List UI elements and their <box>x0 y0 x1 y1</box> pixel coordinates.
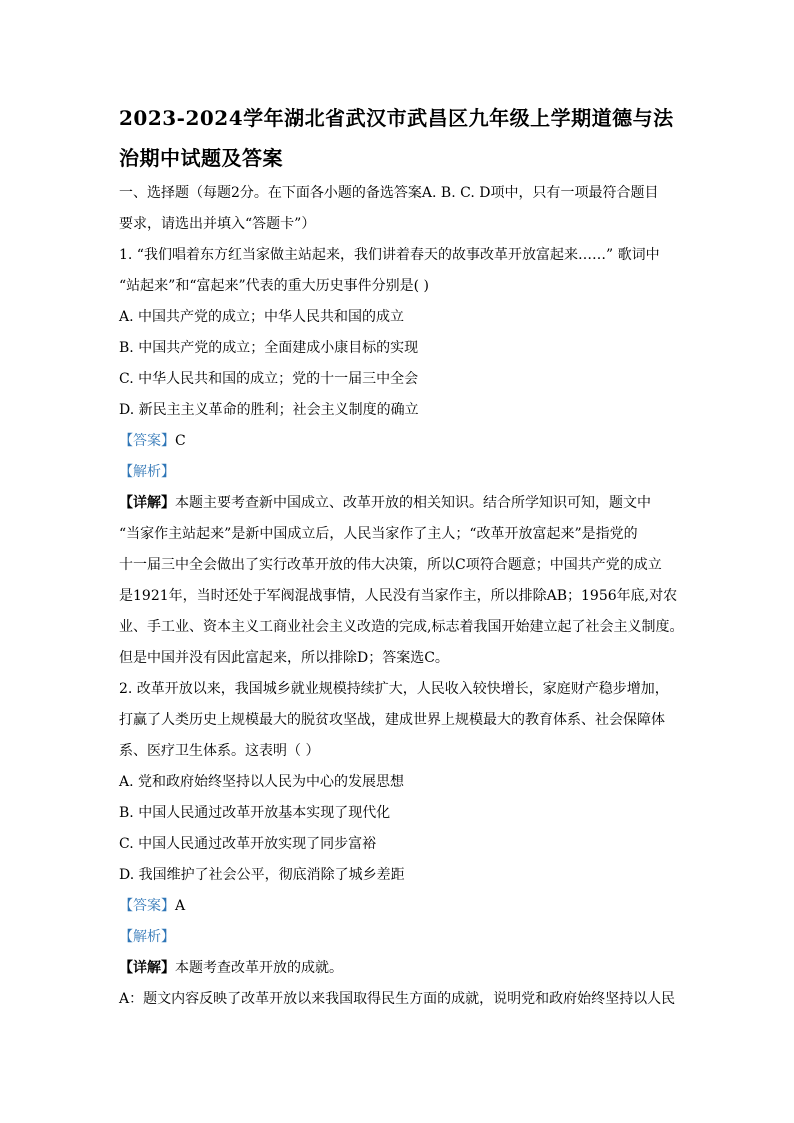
question-2-stem-line: 系、医疗卫生体系。这表明（ ） <box>119 743 320 759</box>
section-header <box>119 178 679 240</box>
question-2-answer <box>119 891 679 922</box>
question-2-option-b: B. 中国人民通过改革开放基本实现了现代化 <box>119 805 391 821</box>
document-content <box>119 98 684 1015</box>
question-2 <box>119 674 679 1015</box>
detail-line: 是1921年，当时还处于军阀混战事情，人民没有当家作主，所以排除AB；1956年底,对农 <box>119 588 678 604</box>
detail-line: “当家作主站起来”是新中国成立后，人民当家作了主人；“改革开放富起来”是指党的 <box>119 526 638 542</box>
detail-line: 但是中国并没有因此富起来，所以排除D；答案选C。 <box>119 650 449 666</box>
question-1 <box>119 240 684 674</box>
question-1-option-d: D. 新民主主义革命的胜利；社会主义制度的确立 <box>119 402 419 418</box>
answer-value: A <box>175 898 186 914</box>
question-1-analysis <box>119 457 679 488</box>
question-1-stem-line: “站起来”和“富起来”代表的重大历史事件分别是( ) <box>119 278 430 294</box>
question-2-stem-line: 2. 改革开放以来，我国城乡就业规模持续扩大，人民收入较快增长，家庭财产稳步增加， <box>119 681 669 697</box>
question-1-detail <box>119 488 684 674</box>
answer-value: C <box>175 433 186 449</box>
question-2-detail <box>119 953 679 1015</box>
question-1-answer <box>119 426 679 457</box>
question-1-stem <box>119 240 679 302</box>
question-2-option-d: D. 我国维护了社会公平，彻底消除了城乡差距 <box>119 867 405 883</box>
question-2-option-a: A. 党和政府始终坚持以人民为中心的发展思想 <box>119 774 405 790</box>
document-title <box>119 98 679 178</box>
title-line-2: 治期中试题及答案 <box>119 146 283 170</box>
question-2-analysis <box>119 922 679 953</box>
analysis-tag: 【解析】 <box>119 464 175 480</box>
answer-tag: 【答案】 <box>119 433 175 449</box>
section-header-line-2: 要求，请选出并填入“答题卡”） <box>119 216 316 232</box>
question-2-stem-line: 打赢了人类历史上规模最大的脱贫攻坚战，建成世界上规模最大的教育体系、社会保障体 <box>119 712 665 728</box>
detail-line: 业、手工业、资本主义工商业社会主义改造的完成,标志着我国开始建立起了社会主义制度。 <box>119 619 684 635</box>
detail-line: 十一届三中全会做出了实行改革开放的伟大决策，所以C项符合题意；中国共产党的成立 <box>119 557 662 573</box>
detail-line <box>119 488 679 519</box>
analysis-tag: 【解析】 <box>119 929 175 945</box>
section-header-line-1: 一、选择题（每题2分。在下面各小题的备选答案A. B. C. D项中，只有一项最符合题目 <box>119 185 659 201</box>
detail-tag: 【详解】 <box>119 495 175 511</box>
question-1-option-c: C. 中华人民共和国的成立；党的十一届三中全会 <box>119 371 419 387</box>
question-1-stem-line: 1. “我们唱着东方红当家做主站起来，我们讲着春天的故事改革开放富起来……” 歌词中 <box>119 247 660 263</box>
detail-tag: 【详解】 <box>119 960 175 976</box>
question-1-option-b: B. 中国共产党的成立；全面建成小康目标的实现 <box>119 340 419 356</box>
detail-text: 本题主要考查新中国成立、改革开放的相关知识。结合所学知识可知，题文中 <box>175 495 651 511</box>
question-2-option-c: C. 中国人民通过改革开放实现了同步富裕 <box>119 836 377 852</box>
question-2-stem <box>119 674 679 767</box>
detail-line <box>119 953 679 984</box>
title-line-1: 2023-2024学年湖北省武汉市武昌区九年级上学期道德与法 <box>119 106 674 130</box>
detail-text: 本题考查改革开放的成就。 <box>175 960 343 976</box>
detail-line: A：题文内容反映了改革开放以来我国取得民生方面的成就，说明党和政府始终坚持以人民 <box>119 991 676 1007</box>
question-1-option-a: A. 中国共产党的成立；中华人民共和国的成立 <box>119 309 405 325</box>
answer-tag: 【答案】 <box>119 898 175 914</box>
